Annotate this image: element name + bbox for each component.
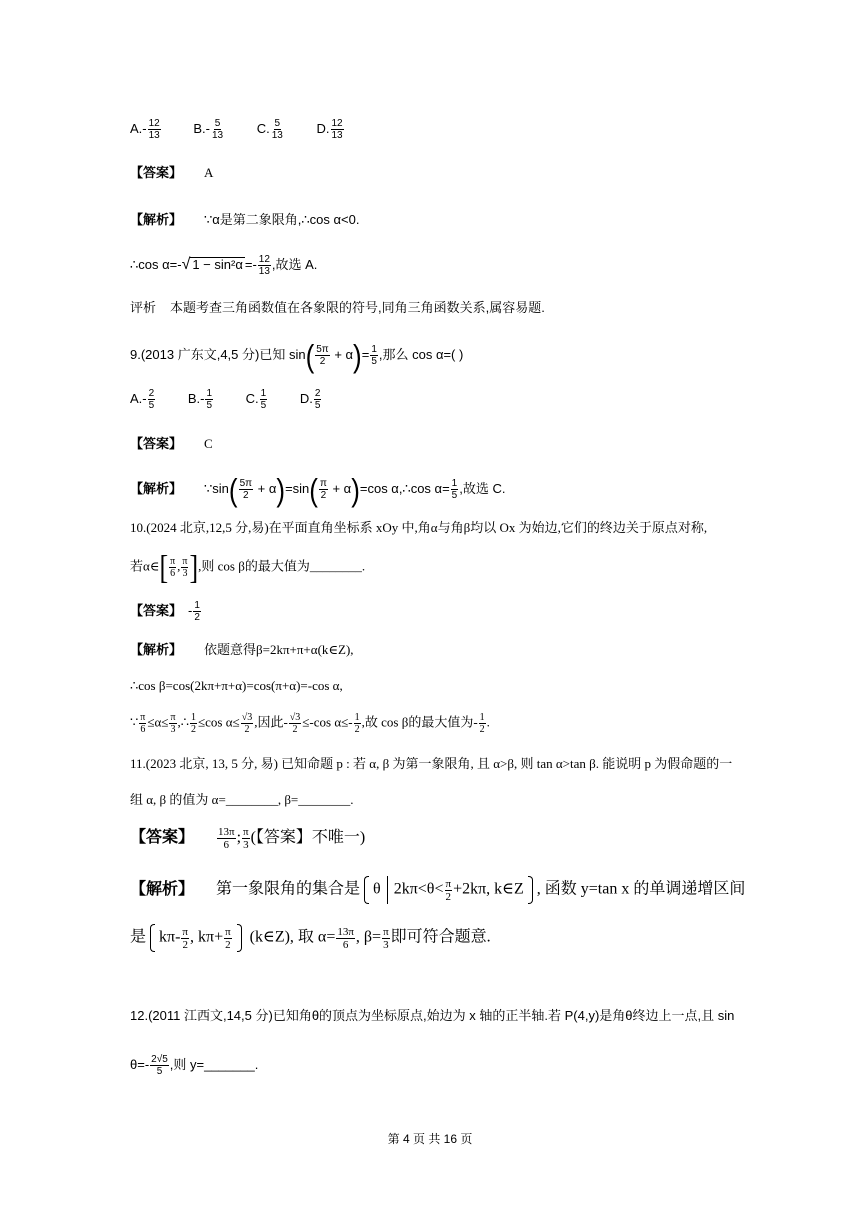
q8-answer — [130, 163, 213, 183]
answer-label: 【答案】 — [130, 436, 183, 451]
q11-analysis-line-2: 是 kπ- $\frac{\pi}{2}$ , kπ+ $\frac{\pi}{2}$ (k∈Z), 取 α= $\frac{13\pi}{6}$ , β= $\frac{\pi}{3}$ 即可符合题意. — [130, 925, 491, 951]
q9-answer — [130, 434, 213, 454]
q8-analysis-line-2: ∴cos α=-√ 1 − sin²α =- $\frac{12}{13}$ ,故选 A. — [130, 254, 318, 277]
q8-options — [130, 118, 373, 141]
q8-option-c: C. $\frac{5}{13}$ — [256, 118, 283, 141]
q9-option-c: C. $\frac{1}{5}$ — [245, 388, 267, 411]
analysis-label: 【解析】 — [130, 480, 183, 496]
q9-option-b: B.- $\frac{1}{5}$ — [187, 388, 212, 411]
q8-analysis-line-1: 【解析】 ∵α是第二象限角,∴cos α<0. — [130, 212, 360, 227]
q9-option-a: A.- $\frac{2}{5}$ — [130, 388, 155, 411]
q11-answer: 【答案】 $\frac{13\pi}{6}$ ; $\frac{\pi}{3}$ (【答案】不唯一) — [130, 826, 366, 851]
q9-analysis: 【解析】 ∵sin( $\frac{5\pi}{2}$ + α)=sin( $\frac{\pi}{2}$ + α)=cos α,∴cos α= $\frac{1}{5}$ ,故选 C. — [130, 471, 506, 508]
q8-option-d: D. $\frac{12}{13}$ — [316, 118, 343, 141]
answer-value: C — [204, 436, 213, 451]
q9-stem: 9.(2013 广东文,4,5 分)已知 sin( $\frac{5\pi}{2}$ + α)= $\frac{1}{5}$ ,那么 cos α=( ) — [130, 337, 464, 374]
q10-analysis-line-2: ∴cos β=cos(2kπ+π+α)=cos(π+α)=-cos α, — [130, 678, 343, 693]
answer-label: 【答案】 — [130, 165, 183, 180]
q11-stem-line-2: 组 α, β 的值为 α=________, β=________. — [130, 792, 354, 807]
q10-stem-line-1: 10.(2024 北京,12,5 分,易)在平面直角坐标系 xOy 中,角α与角β均以 Ox 为始边,它们的终边关于原点对称, — [130, 520, 708, 535]
q12-stem-line-2: θ=- $\frac{2√5}{5}$ ,则 y=_______. — [130, 1054, 259, 1077]
sqrt-symbol: √ — [181, 255, 191, 273]
q8-option-b: B.- $\frac{5}{13}$ — [193, 118, 224, 141]
q10-stem-line-2: 若α∈[ $\frac{\pi}{6}$ , $\frac{\pi}{3}$ ],则 cos β的最大值为________. — [130, 548, 366, 586]
q9-option-d: D. $\frac{2}{5}$ — [299, 388, 321, 411]
q10-analysis-line-3: ∵ $\frac{\pi}{6}$ ≤α≤ $\frac{\pi}{3}$ ,∴ $\frac{1}{2}$ ≤cos α≤ $\frac{√3}{2}$ ,因此- $\frac{√3}{2}$ ≤-cos α≤- $\frac{1}{2}$ ,故 cos β的最大值为- $\frac{1}{2}$ . — [130, 712, 490, 735]
page-footer: 第 4 页 共 16 页 — [387, 1132, 473, 1146]
q10-answer: 【答案】 - $\frac{1}{2}$ — [130, 600, 200, 623]
q8-comment: 评析 本题考查三角函数值在各象限的符号,同角三角函数关系,属容易题. — [130, 300, 545, 315]
q12-stem-line-1: 12.(2011 江西文,14,5 分)已知角θ的顶点为坐标原点,始边为 x 轴的正半轴.若 P(4,y)是角θ终边上一点,且 sin — [130, 1008, 735, 1023]
q8-option-a: A.- $\frac{12}{13}$ — [130, 118, 160, 141]
analysis-label: 【解析】 — [130, 212, 183, 227]
q10-analysis-line-1: 【解析】 依题意得β=2kπ+π+α(k∈Z), — [130, 642, 354, 657]
q11-analysis-line-1: 【解析】 第一象限角的集合是 θ 2kπ<θ< $\frac{\pi}{2}$ +2kπ, k∈Z , 函数 y=tan x 的单调递增区间 — [130, 877, 746, 903]
answer-value: A — [204, 165, 214, 180]
q11-stem-line-1: 11.(2023 北京, 13, 5 分, 易) 已知命题 p : 若 α, β 为第一象限角, 且 α>β, 则 tan α>tan β. 能说明 p 为假命题的一 — [130, 756, 733, 771]
q9-options — [130, 388, 350, 411]
